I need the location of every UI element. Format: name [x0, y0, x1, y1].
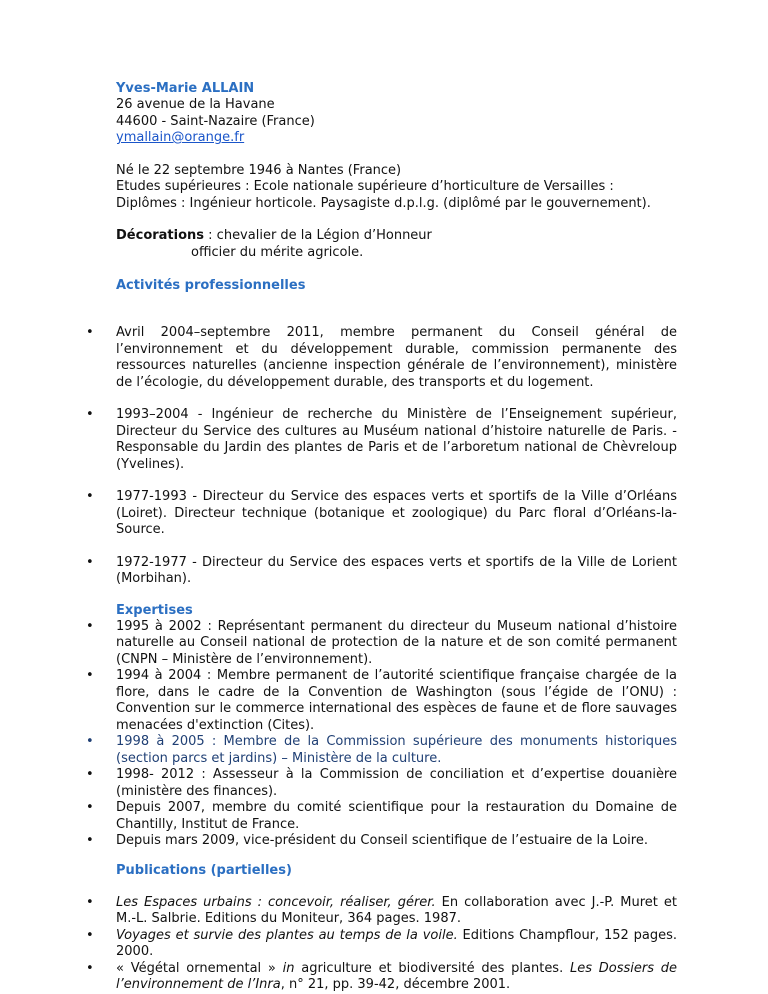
list-item	[116, 928, 677, 961]
cv-document	[116, 80, 677, 994]
publication-title: Les Espaces urbains : concevoir, réaliser, gérer.	[116, 894, 436, 910]
person-name: Yves-Marie ALLAIN	[116, 81, 255, 96]
list-item: • 1977-1993 - Directeur du Service des espaces verts et sportifs de la Ville d’Orléans (Loiret). Directeur technique (botanique et zoologique) du Parc floral d’Orléans-la-Source.	[116, 489, 677, 539]
list-item	[116, 961, 677, 994]
diplomas-info: Diplômes : Ingénieur horticole. Paysagiste d.p.l.g. (diplômé par le gouvernement).	[116, 195, 651, 211]
list-item: • Depuis mars 2009, vice-président du Conseil scientifique de l’estuaire de la Loire.	[102, 833, 677, 850]
decoration-item: officier du mérite agricole.	[191, 244, 364, 260]
decorations-label: Décorations	[116, 228, 205, 243]
publication-details: , n° 21, pp. 39-42, décembre 2001.	[280, 977, 511, 992]
publications-list	[116, 895, 677, 994]
publication-details: agriculture et biodiversité des plantes.	[294, 960, 570, 976]
studies-info: Etudes supérieures : Ecole nationale supérieure d’horticulture de Versailles :	[116, 179, 614, 194]
address-city: 44600 - Saint-Nazaire (France)	[116, 113, 315, 129]
list-item	[116, 895, 677, 928]
list-item: • 1998- 2012 : Assesseur à la Commission de conciliation et d’expertise douanière (ministère des finances).	[102, 767, 677, 800]
activities-list	[116, 325, 677, 588]
section-title-publications: Publications (partielles)	[116, 862, 292, 878]
decorations-row	[116, 228, 677, 245]
list-item: • Depuis 2007, membre du comité scientifique pour la restauration du Domaine de Chantilly, Institut de France.	[102, 800, 677, 833]
email-link[interactable]: ymallain@orange.fr	[116, 130, 245, 145]
expertises-list	[116, 619, 677, 850]
list-item: • 1994 à 2004 : Membre permanent de l’autorité scientifique française chargée de la flore, dans le cadre de la Convention de Washington (sous l’égide de l’ONU) : Convention sur le commerce international des espèces de faune et de flore sauvages menacées d'extinction (Cites).	[102, 668, 677, 734]
publication-title: « Végétal ornemental »	[116, 960, 283, 976]
section-title-activities: Activités professionnelles	[116, 278, 306, 293]
publication-in: in	[282, 960, 295, 976]
address-street: 26 avenue de la Havane	[116, 97, 275, 112]
birth-info: Né le 22 septembre 1946 à Nantes (France)	[116, 162, 402, 178]
list-item: • 1998 à 2005 : Membre de la Commission supérieure des monuments historiques (section parcs et jardins) – Ministère de la culture.	[102, 734, 677, 767]
section-title-expertises: Expertises	[116, 602, 193, 618]
publication-series: Les Dossiers de l’environnement de l’Inra	[116, 960, 677, 992]
list-item: • 1995 à 2002 : Représentant permanent du directeur du Museum national d’histoire naturelle au Conseil national de protection de la nature et de son comité permanent (CNPN – Ministère de l’environnement).	[102, 619, 677, 669]
decoration-item: : chevalier de la Légion d’Honneur	[204, 228, 432, 243]
publication-details: Editions Champflour, 152 pages. 2000.	[116, 927, 677, 959]
list-item: • 1993–2004 - Ingénieur de recherche du Ministère de l’Enseignement supérieur, Directeur du Service des cultures au Muséum national d’histoire naturelle de Paris. - Responsable du Jardin des plantes de Paris et de l’arboretum national de Chèvreloup (Yvelines).	[116, 407, 677, 473]
publication-title: Voyages et survie des plantes au temps de la voile.	[116, 927, 458, 943]
list-item: • Avril 2004–septembre 2011, membre permanent du Conseil général de l’environnement et du développement durable, commission permanente des ressources naturelles (ancienne inspection générale de l’environnement), ministère de l’écologie, du développement durable, des transports et du logement.	[116, 325, 677, 391]
list-item: • 1972-1977 - Directeur du Service des espaces verts et sportifs de la Ville de Lorient (Morbihan).	[116, 555, 677, 588]
publication-details: En collaboration avec J.-P. Muret et M.-L. Salbrie. Editions du Moniteur, 364 pages. 1987.	[116, 894, 677, 926]
